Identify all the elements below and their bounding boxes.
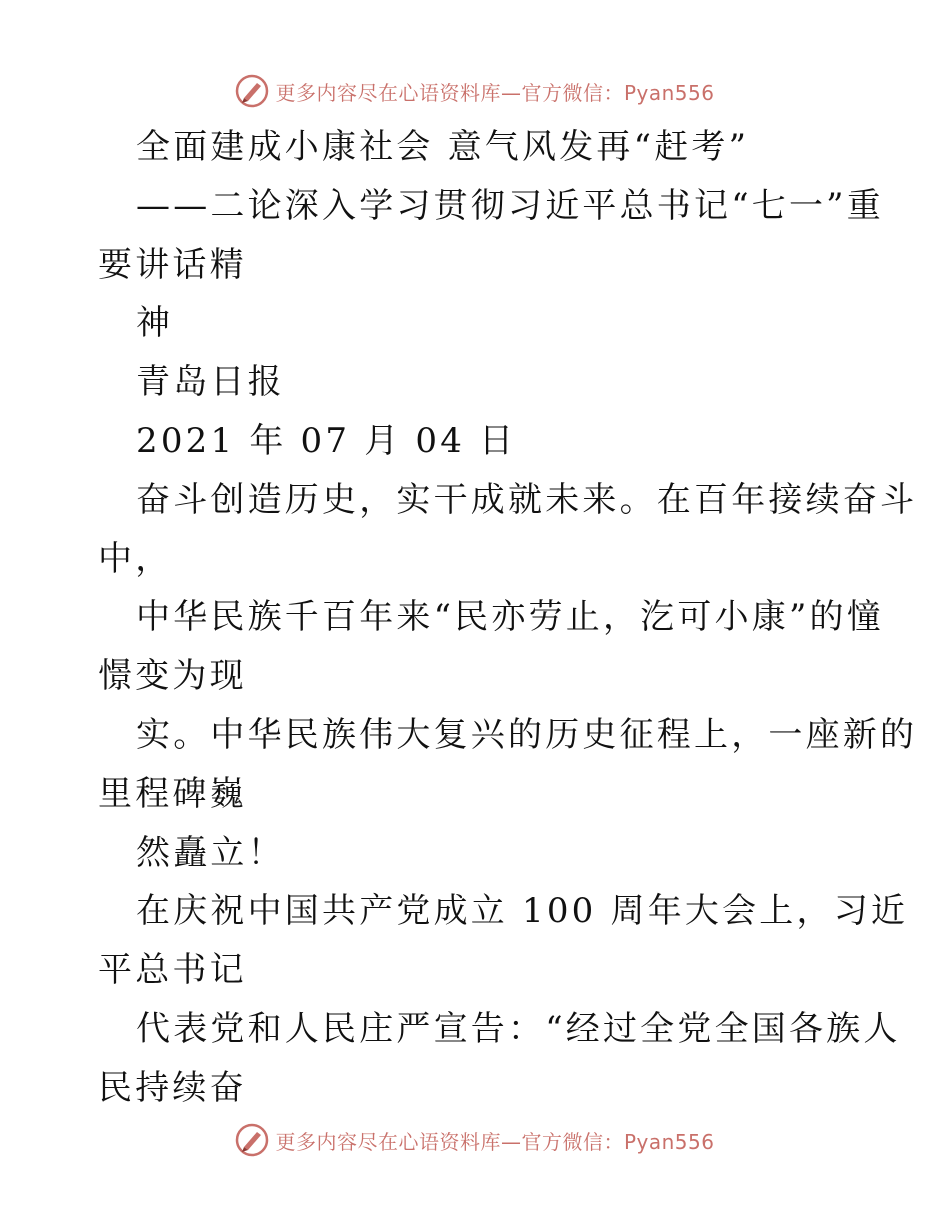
- footer-watermark: [0, 1120, 950, 1160]
- pen-circle-logo-icon: [235, 1123, 269, 1157]
- doc-line: 民持续奋: [98, 1067, 247, 1108]
- doc-line: 然矗立！: [136, 832, 285, 873]
- doc-line: 全面建成小康社会 意气风发再“赶考”: [136, 127, 750, 167]
- doc-line: 里程碑巍: [98, 773, 247, 814]
- doc-line: ——二论深入学习贯彻习近平总书记“七一”重: [136, 185, 884, 226]
- doc-line: 2021 年 07 月 04 日: [136, 420, 517, 461]
- doc-line: 神: [136, 303, 174, 344]
- doc-line: 在庆祝中国共产党成立 100 周年大会上，习近: [136, 891, 909, 932]
- doc-line: 中，: [98, 538, 173, 579]
- doc-line: 平总书记: [98, 950, 247, 991]
- doc-line: 青岛日报: [136, 362, 285, 403]
- doc-line: 要讲话精: [98, 244, 247, 285]
- doc-line: 实。中华民族伟大复兴的历史征程上，一座新的: [136, 714, 918, 755]
- pen-circle-logo-icon: [235, 74, 269, 108]
- doc-line: 中华民族千百年来“民亦劳止，汔可小康”的憧: [136, 597, 884, 638]
- watermark-text: 更多内容尽在心语资料库—官方微信：Pyan556: [275, 80, 715, 105]
- doc-line: 奋斗创造历史，实干成就未来。在百年接续奋斗: [136, 479, 918, 520]
- document-body: [98, 118, 918, 1118]
- watermark-text: 更多内容尽在心语资料库—官方微信：Pyan556: [275, 1129, 715, 1154]
- doc-line: 代表党和人民庄严宣告：“经过全党全国各族人: [136, 1008, 901, 1049]
- doc-line: 憬变为现: [98, 656, 247, 697]
- header-watermark: [0, 71, 950, 111]
